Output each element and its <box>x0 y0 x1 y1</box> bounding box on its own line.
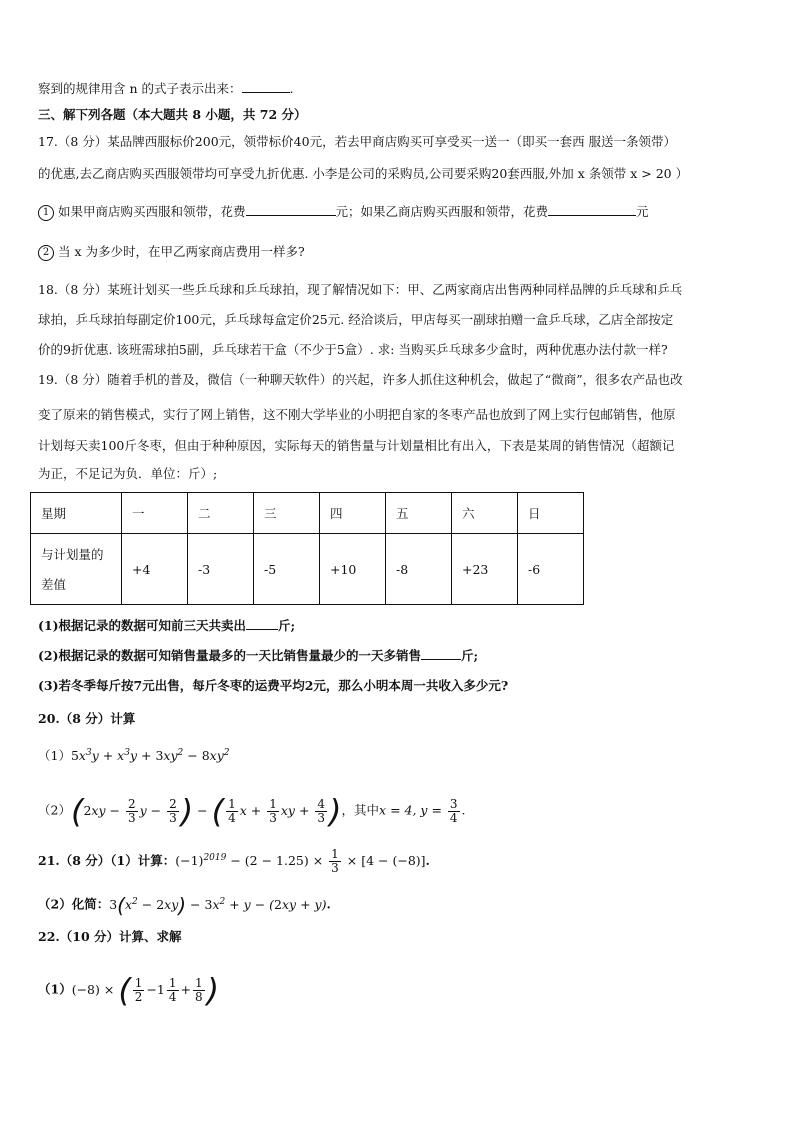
q19-line3: 计划每天卖100斤冬枣，但由于种种原因，实际每天的销售量与计划量相比有出入，下表是某周的销售情况（超额记 <box>38 438 675 453</box>
answer-blank <box>548 203 636 216</box>
circled-number: 2 <box>38 245 54 261</box>
q18-line1: 18.（8 分）某班计划买一些乒乓球和乒乓球拍，现了解情况如下：甲、乙两家商店出售两种同样品牌的乒乓球和乒乓 <box>38 282 683 297</box>
answer-blank <box>246 203 336 216</box>
intro-end: . <box>289 81 294 96</box>
q17-sub1-text-b: 元；如果乙商店购买西服和领带，花费 <box>335 204 549 219</box>
q19-part1 <box>38 617 295 635</box>
answer-blank <box>421 647 461 660</box>
table-header-row <box>31 493 584 534</box>
q21-heading <box>38 848 430 875</box>
table-cell: 六 <box>452 493 518 534</box>
q17-sub2 <box>38 243 305 261</box>
intro-line <box>38 80 293 98</box>
q19-part2-text: (2)根据记录的数据可知销售量最多的一天比销售量最少的一天多销售 <box>38 648 422 663</box>
table-cell: 日 <box>518 493 584 534</box>
q21-sub2-label: （2）化简： <box>38 896 110 912</box>
sales-table <box>30 492 584 605</box>
q19-part1-text: (1)根据记录的数据可知前三天共卖出 <box>38 618 247 633</box>
table-cell: 五 <box>386 493 452 534</box>
q21-sub1-expr: $(-1)^{2019} - (2 - 1.25)$ × $\frac{1}{3}$ × [4 − (−8)] <box>175 847 426 875</box>
q19-line4: 为正，不足记为负．单位：斤）; <box>38 466 218 481</box>
q19-part2 <box>38 647 478 665</box>
answer-blank <box>246 617 278 630</box>
circled-number: 1 <box>38 205 54 221</box>
q20-sub2-tail: ，其中 <box>341 802 380 818</box>
table-cell: +23 <box>452 534 518 605</box>
q21-heading-end: . <box>425 853 430 868</box>
q17-sub1-text-c: 元 <box>636 204 649 219</box>
q22-heading: 22.（10 分）计算、求解 <box>38 929 182 944</box>
q20-sub2 <box>38 792 466 830</box>
answer-blank <box>242 80 290 93</box>
q20-sub1 <box>38 744 230 765</box>
q19-part3: (3)若冬季每斤按7元出售，每斤冬枣的运费平均2元，那么小明本周一共收入多少元? <box>38 678 509 693</box>
table-cell: +10 <box>320 534 386 605</box>
q19-part1-end: 斤; <box>278 618 296 633</box>
q21-heading-text: 21.（8 分）（1）计算： <box>38 853 176 868</box>
q20-sub1-expr: $5x^3y + x^3y + 3xy^2 - 8xy^2$ <box>70 748 230 764</box>
table-cell: 星期 <box>31 493 122 534</box>
table-cell: +4 <box>122 534 188 605</box>
q20-sub2-expr: (2xy − $\frac{2}{3}$ y − $\frac{2}{3}$ ) − ( $\frac{1}{4}$ x + $\frac{1}{3}$ xy + $\frac{4}{3}$ ) <box>70 792 342 830</box>
table-cell: -8 <box>386 534 452 605</box>
table-cell: -3 <box>188 534 254 605</box>
q21-sub2 <box>38 890 331 920</box>
q22-sub1 <box>38 971 220 1009</box>
q22-sub1-expr: (−8) × ( $\frac{1}{2}$ −1 $\frac{1}{4}$ + $\frac{1}{8}$ ) <box>71 971 220 1009</box>
q22-sub1-label: （1） <box>38 981 72 997</box>
q20-sub2-end: . <box>461 802 466 818</box>
q17-line2: 的优惠,去乙商店购买西服领带均可享受九折优惠. 小李是公司的采购员,公司要采购20套西服,外加 x 条领带 x > 20 ） <box>38 166 689 181</box>
q18-line2: 球拍，乒乓球拍每副定价100元，乒乓球每盒定价25元. 经洽谈后，甲店每买一副球拍赠一盒乒乓球，乙店全部按定 <box>38 312 674 327</box>
q17-sub2-text: 当 x 为多少时，在甲乙两家商店费用一样多? <box>58 244 305 259</box>
table-row-label <box>31 534 122 605</box>
q17-sub1-text-a: 如果甲商店购买西服和领带，花费 <box>58 204 246 219</box>
fraction-3-4: $\frac{3}{4}$ <box>449 796 458 825</box>
table-cell: -5 <box>254 534 320 605</box>
table-cell: 二 <box>188 493 254 534</box>
q18-line3: 价的9折优惠. 该班需球拍5副，乒乓球若干盒（不少于5盒）. 求: 当购买乒乓球多少盒时，两种优惠办法付款一样? <box>38 342 668 357</box>
table-cell: 一 <box>122 493 188 534</box>
q21-sub2-expr: $3(x^2 - 2xy) - 3x^2 + y - (2xy + y)$ <box>109 893 327 917</box>
q17-line1: 17.（8 分）某品牌西服标价200元，领带标价40元，若去甲商店购买可享受买一送一（即买一套西 服送一条领带） <box>38 134 677 149</box>
q20-sub2-label: （2） <box>38 802 71 818</box>
q19-part2-end: 斤; <box>461 648 479 663</box>
q20-sub1-label: （1） <box>38 748 71 764</box>
table-cell: 四 <box>320 493 386 534</box>
q17-sub1 <box>38 203 649 221</box>
q20-sub2-condition: x = 4, y = <box>379 802 446 818</box>
q21-sub2-end: . <box>326 896 331 912</box>
row-label-line1: 与计划量的 <box>41 547 104 562</box>
section-heading: 三、解下列各题（本大题共 8 小题，共 72 分） <box>38 107 307 122</box>
row-label-line2: 差值 <box>41 577 67 592</box>
table-row <box>31 534 584 605</box>
table-cell: 三 <box>254 493 320 534</box>
q20-heading: 20.（8 分）计算 <box>38 711 136 726</box>
intro-text: 察到的规律用含 n 的式子表示出来： <box>38 81 242 96</box>
q19-line2: 变了原来的销售模式，实行了网上销售，这不刚大学毕业的小明把自家的冬枣产品也放到了网上实行包邮销售，他原 <box>38 407 676 422</box>
table-cell: -6 <box>518 534 584 605</box>
q19-line1: 19.（8 分）随着手机的普及，微信（一种聊天软件）的兴起，许多人抓住这种机会，做起了“微商”，很多农产品也改 <box>38 372 683 387</box>
